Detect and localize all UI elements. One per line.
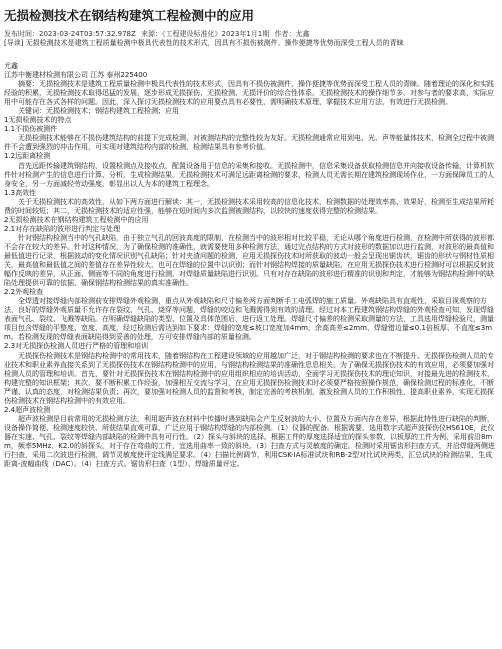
author-name: 作者：尤鑫 [274, 30, 310, 38]
paragraph: 全焊透对接焊缝内部检测前安排焊缝外观检测，重点从外观缺陷和尺寸偏差两方面判断手工电弧焊的施工质量。外观缺陷具有直观性，采取目视观察的方法，良好的焊缝外观质量不允许存在裂纹、气孔、烧穿等问题，焊缝的咬边和飞溅需得到有效的清理。经过对本工程建筑钢结构焊缝的外观检查可知，发现焊缝表面气孔、裂纹、飞溅等缺陷。在明确焊缝缺陷的类型、位置及具体范围后，进行返工处理。焊缝尺寸偏差的检测采取测量的方法，工具选用焊缝检验尺，测量项目包含焊缝的平整度、宽度、高度，经过检测后需达到如下要求：焊缝的宽度≤坡口宽度加4mm、余高高差≤2mm、焊缝错边量≤0.1倍板厚、不直度≤3mm。若检测发现的焊缝表面缺陷得到妥善的处理，方可安排焊缝内部的质量检测。 [4, 297, 494, 342]
paragraph: 关键词：无损检测技术；钢结构建筑工程检测；应用 [18, 107, 179, 116]
paragraph: 针对钢结构检测当中的气孔缺陷，由于独立气孔的回波高度的限制，在检测当中的波形相对比较平稳，无论从哪个角度进行检测，在检测中所获得的波形都不会存在较大的差异。针对这种情况，为了确保检测的准确性，就需要使用多种检测方法，通过完点结构的方式对波形的数据加以进行监测，对波形的最高值和最低值进行记录，根据波动的变化情况识别气孔缺陷；针对夹渣问题的检测，应用无损探伤技术时所获取的波动一般会呈现出锯齿状，锯齿的形状与钢材性质相关，最高值和最低值之间的差值存在差异性较大，也可在焊缝的位置中以识别；而针对钢结构焊接的质量缺陷，在应用无损探伤技术进行检测时可以根据反射波幅作反映的差异，从正面、侧面等不同的角度进行检测，对焊缝质量缺陷进行识别。只有对存在缺陷的波形进行精准的识别和判定，才能够为钢结构检测中的缺陷处理提供可靠的依据，确保钢结构检测结果的真实准确性。 [4, 233, 494, 288]
paragraph: 1.1不损伤被测件 [4, 125, 58, 134]
paragraph: 江苏中衡建材检测有限公司 江苏 泰州225400 [4, 71, 148, 80]
guide-text: [导读] 无损检测技术是建筑工程质量检测中极具代表性的技术形式，因具有不损伤被测件、操作便捷等优势而深受工程人员的青睐 [4, 39, 404, 47]
paragraph: 2.2外观检查 [4, 288, 44, 297]
paragraph: 首先远距传输建筑钢结构，设置检测点及接收点，配置设备用于信息的采集和接收。无损检测中，信息采集设备获取检测信息并向接收设备传输，计算机软件针对检测产生的信息进行计算、分析，生成检测结果。无损检测技术可满足远距离检测的要求，检测人员无需长期在建筑检测现场作业，一方面保障员工的人身安全，另一方面减轻劳动强度，彰显出以人为本的建筑工程理念。 [4, 161, 494, 188]
article-body [4, 62, 498, 469]
paragraph: 1无损检测技术的特点 [4, 116, 72, 125]
paragraph: 2无损检测技术在钢结构建筑工程检测中的应用 [4, 215, 149, 224]
paragraph: 超声波检测是目前常用的无损检测方法，利用超声波在材料中传播时遇到缺陷会产生反射波的大小、位置及方面内存在差异，根据此特性进行缺陷的判断，设备操作简便、检测速度较快、所获结果直观可靠，广泛应用于钢结构焊缝的内部检测。（1）仪器的配备。根据需要，选用数字式超声波探伤仪HS610E，此仪器在实速、气孔、裂纹等焊缝内部缺陷的检测中具有可行性。（2）探头与斜块的选择。根据工件的厚度选择适宜的探头参数，以板厚的工件为例，采用前沿8mm，频率5MHz、K2.0的斜探头，对于存在弯曲的工件，宜选用曲率一致的斜块。（3）扫查方式与灵敏度的确定。检测时采用锯齿形扫查方式，并沿焊缝两侧进行扫查，采用二次波进行检测，调节灵敏度使评定线满足要求。（4）扫描比例调节，利用CSK-ⅠA标准试块和RB-2型对比试块两类，汇总试块的检测结果，生成距离-波幅曲线（DAC）。（4）扫查方式。锯齿形扫查（1型）、焊缝质量评定。 [4, 414, 495, 469]
paragraph: 摘要：无损检测技术是建筑工程质量检测中极具代表性的技术形式，因具有不损伤被测件、操作便捷等优势而深受工程人员的青睐。随着理论的深化和实践经验的积累，无损检测技术取得迅猛的发展，逐步形成无损探伤、无损检测、无损评价的综合性体系。无损检测技术的操作细节多，对参与者的要求高，实际应用中可能存在各式各样的问题。因此，深入探讨无损检测技术的应用要点具有必要性，需明确技术原理，掌握技术应用方法，有效进行无损检测。 [4, 80, 494, 107]
article-title: 无损检测技术在钢结构建筑工程检测中的应用 [4, 8, 255, 23]
paragraph: 1.3高效性 [4, 188, 37, 197]
article-meta [4, 30, 498, 39]
source-link[interactable]: 来源：《工程建设标准化》2023年1月1期 [141, 30, 270, 38]
paragraph: 2.4超声波检测 [4, 405, 51, 414]
paragraph: 关于无损检测技术的高效性，从如下两方面进行解读：其一，无损检测技术采用较高的信息化技术，检测数据的处理效率高、效果好，检测至生成结果所耗费的时间较短；其二，无损检测技术的适应性强，能够在短时间内多次监测被测结构，以较快的速度获得完整的检测结果。 [4, 197, 494, 215]
paragraph: 无损探伤检测技术是钢结构检测中的常用技术，随着钢结构在工程建设领域的应用越加广泛，对于钢结构检测的要求也在不断提升。无损探伤检测人员的专业技术和职业素养直接关系到了无损探伤技术在钢结构检测中的应用，与钢结构检测结果的准确性息息相关。为了确保无损探伤技术的有效应用，必须要加强对检测人员的管理和培训。首先，要针对无损探伤技术在钢结构检测中的应用组织相应的培训活动，全面学习无损探伤技术的理论知识，对接最先进的检测技术，构建完整的知识框架；其次，要不断积累工作经验，加强相互交流与学习，在应用无损探伤检测技术时必须要严格按照操作规范，确保检测过程的标准化，不断严谨、认真的态度，对检测结果负责；再次，要加强对检测人员的监督和考核，制定完善的考核机制，激发检测人员的工作积极性，提高职业素养，实现无损探伤检测技术在钢结构检测中的有效应用。 [4, 351, 494, 405]
paragraph: 无损检测技术能够在不损伤建筑结构的前提下完成检测，对被测结构的完整性较为友好。无损检测通常应用到电、光、声等能量体技术，检测全过程中被测件不会遭到强烈的冲击作用，可实现对建筑结构内部的检测，检测结果具有参考价值。 [4, 134, 494, 152]
paragraph: 尤鑫 [4, 62, 18, 70]
paragraph: 2.1对存在缺陷的波形进行判定与处理 [4, 224, 121, 233]
publish-time: 发布时间：2023-03-24T03:57:32.978Z [4, 30, 136, 38]
paragraph: 1.2远距离检测 [4, 152, 51, 161]
paragraph: 2.3对无损探伤检测人员进行严格的管理和培训 [4, 342, 149, 351]
